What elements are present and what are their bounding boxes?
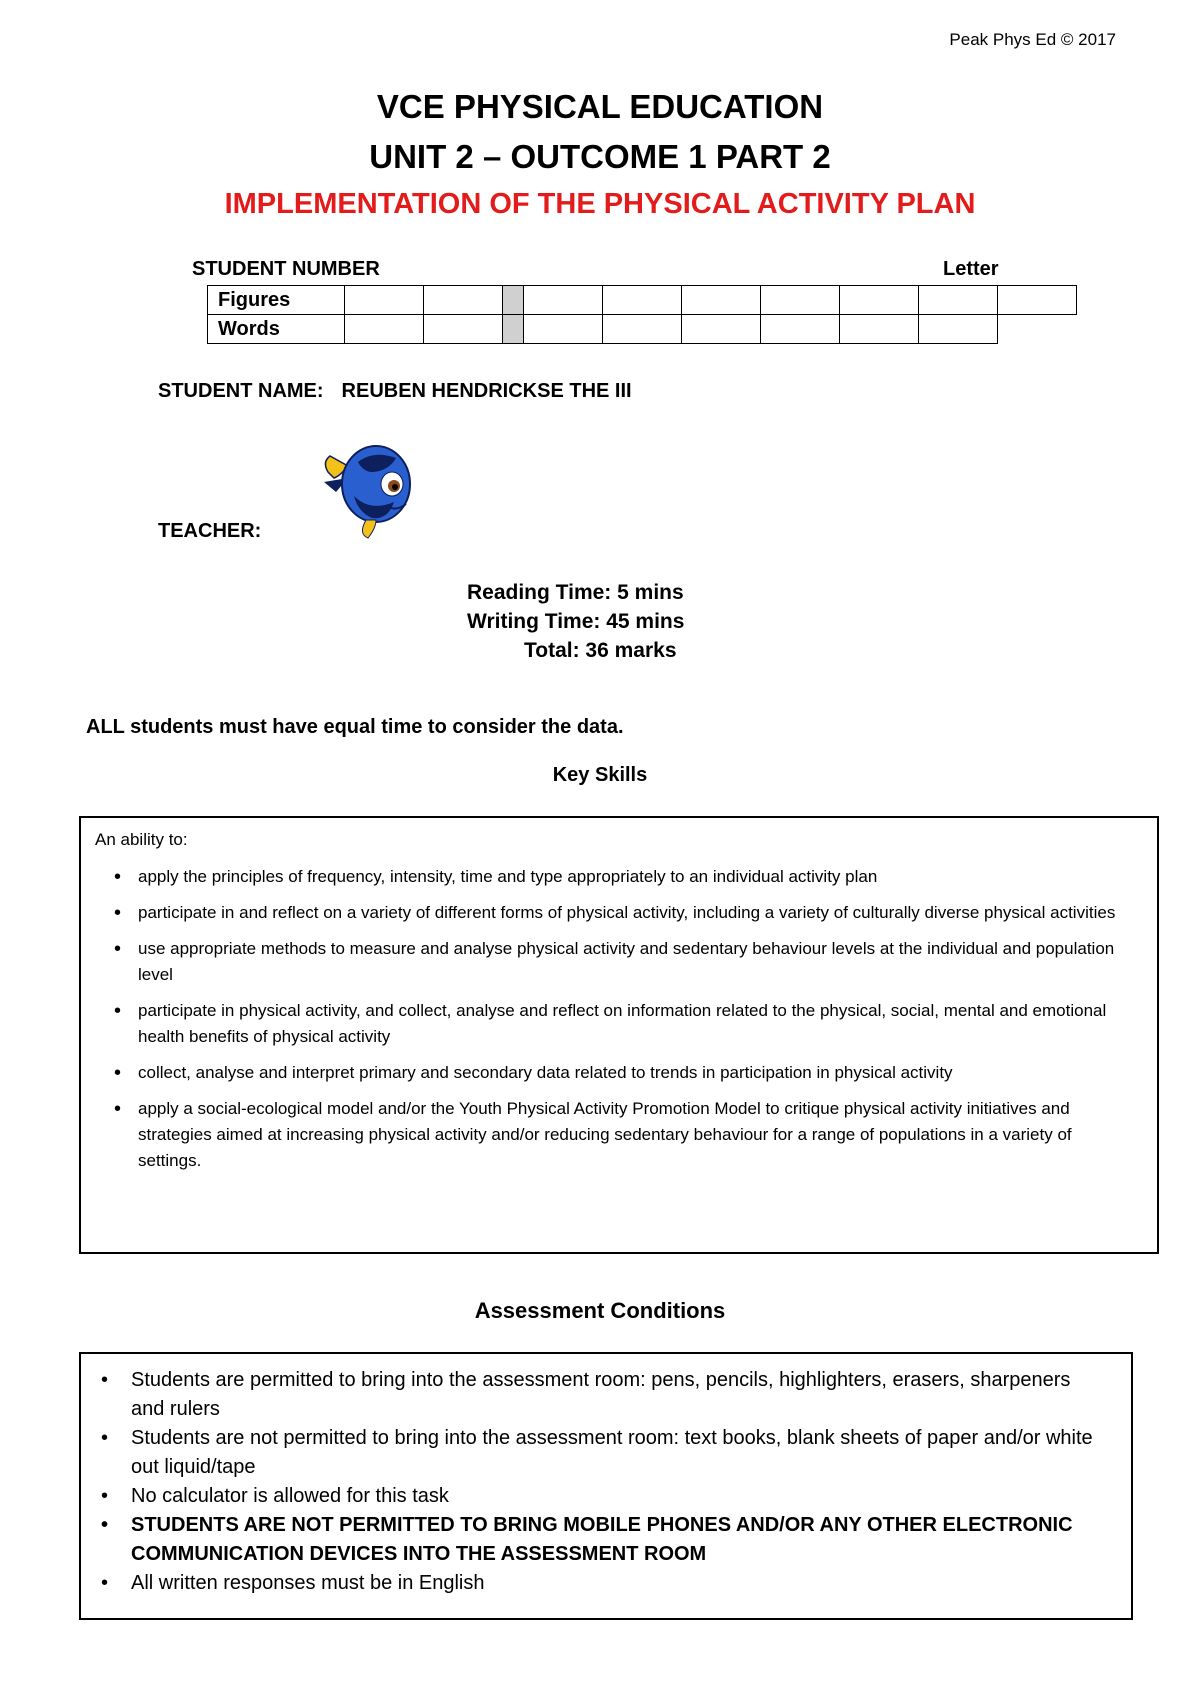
figure-cell[interactable] bbox=[761, 286, 840, 315]
title-line-1: VCE PHYSICAL EDUCATION bbox=[376, 88, 824, 125]
assessment-conditions-list bbox=[81, 1354, 1131, 1598]
word-cell[interactable] bbox=[840, 315, 919, 344]
total-marks: Total: 36 marks bbox=[524, 639, 677, 662]
reading-time: Reading Time: 5 mins bbox=[467, 581, 684, 604]
list-item: • No calculator is allowed for this task bbox=[131, 1482, 1101, 1511]
list-item: • Students are permitted to bring into the assessment room: pens, pencils, highlighters, erasers, sharpeners and rulers bbox=[131, 1366, 1101, 1424]
teacher-label: TEACHER: bbox=[158, 520, 262, 542]
list-item: • participate in and reflect on a variety of different forms of physical activity, including a variety of culturally diverse physical activities bbox=[138, 900, 1127, 926]
word-cell[interactable] bbox=[345, 315, 424, 344]
figure-cell[interactable] bbox=[603, 286, 682, 315]
student-name-value: REUBEN HENDRICKSE THE III bbox=[341, 380, 632, 402]
assessment-conditions-box bbox=[79, 1352, 1133, 1620]
word-cell[interactable] bbox=[603, 315, 682, 344]
figure-cell[interactable] bbox=[919, 286, 998, 315]
blue-tang-fish-icon bbox=[318, 432, 420, 542]
word-cell[interactable] bbox=[919, 315, 998, 344]
student-number-grid bbox=[207, 285, 1077, 344]
word-cell[interactable] bbox=[524, 315, 603, 344]
list-item: • All written responses must be in English bbox=[131, 1569, 1101, 1598]
figures-row bbox=[208, 286, 1077, 315]
title-line-2: UNIT 2 – OUTCOME 1 PART 2 bbox=[369, 138, 831, 175]
figure-cell[interactable] bbox=[682, 286, 761, 315]
shaded-cell bbox=[503, 286, 524, 315]
key-skills-heading: Key Skills bbox=[552, 764, 648, 786]
key-skills-box bbox=[79, 816, 1159, 1254]
words-row bbox=[208, 315, 1077, 344]
list-item: • Students are not permitted to bring into the assessment room: text books, blank sheets of paper and/or white out liquid/tape bbox=[131, 1424, 1101, 1482]
writing-time: Writing Time: 45 mins bbox=[467, 610, 685, 633]
word-cell[interactable] bbox=[424, 315, 503, 344]
figures-label: Figures bbox=[208, 286, 345, 315]
list-item: • apply the principles of frequency, intensity, time and type appropriately to an individual activity plan bbox=[138, 864, 1127, 890]
word-cell[interactable] bbox=[761, 315, 840, 344]
words-label: Words bbox=[208, 315, 345, 344]
student-number-label: STUDENT NUMBER bbox=[192, 258, 380, 280]
title-line-3: IMPLEMENTATION OF THE PHYSICAL ACTIVITY PLAN bbox=[224, 188, 976, 220]
figure-cell[interactable] bbox=[840, 286, 919, 315]
assessment-conditions-heading: Assessment Conditions bbox=[474, 1298, 726, 1323]
list-item: • collect, analyse and interpret primary and secondary data related to trends in participation in physical activity bbox=[138, 1060, 1127, 1086]
student-name bbox=[158, 380, 632, 403]
letter-cell[interactable] bbox=[998, 286, 1077, 315]
figure-cell[interactable] bbox=[345, 286, 424, 315]
figure-cell[interactable] bbox=[424, 286, 503, 315]
word-cell[interactable] bbox=[682, 315, 761, 344]
empty-cell bbox=[998, 315, 1077, 344]
list-item: • STUDENTS ARE NOT PERMITTED TO BRING MOBILE PHONES AND/OR ANY OTHER ELECTRONIC COMMUNICATION DEVICES INTO THE ASSESSMENT ROOM bbox=[131, 1511, 1101, 1569]
figure-cell[interactable] bbox=[524, 286, 603, 315]
letter-label: Letter bbox=[943, 258, 999, 280]
copyright-notice: Peak Phys Ed © 2017 bbox=[949, 30, 1116, 49]
key-skills-list bbox=[81, 864, 1157, 1184]
shaded-cell bbox=[503, 315, 524, 344]
list-item: • use appropriate methods to measure and analyse physical activity and sedentary behaviour levels at the individual and population level bbox=[138, 936, 1127, 988]
time-info bbox=[467, 578, 684, 665]
student-name-label: STUDENT NAME: bbox=[158, 380, 324, 402]
list-item: • apply a social-ecological model and/or the Youth Physical Activity Promotion Model to critique physical activity initiatives and strategies aimed at increasing physical activity and/or reducing sedentary behaviour for a range of populations in a variety of settings. bbox=[138, 1096, 1127, 1174]
list-item: • participate in physical activity, and collect, analyse and reflect on information related to the physical, social, mental and emotional health benefits of physical activity bbox=[138, 998, 1127, 1050]
key-skills-intro: An ability to: bbox=[95, 830, 188, 849]
equal-time-notice: ALL students must have equal time to consider the data. bbox=[86, 716, 624, 738]
